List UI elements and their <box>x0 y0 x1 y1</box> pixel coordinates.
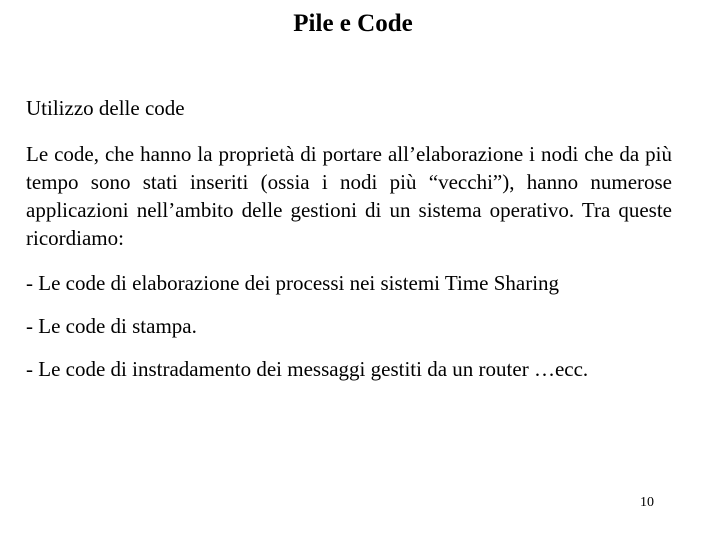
slide-title: Pile e Code <box>293 10 413 37</box>
queue-applications-list <box>26 269 706 398</box>
list-item: - Le code di stampa. <box>26 314 197 338</box>
list-item: - Le code di elaborazione dei processi nei sistemi Time Sharing <box>26 271 560 295</box>
page-number: 10 <box>640 495 654 510</box>
section-subtitle: Utilizzo delle code <box>26 96 185 120</box>
body-paragraph: Le code, che hanno la proprietà di portare all’elaborazione i nodi che da più tempo sono stati inseriti (ossia i nodi più “vecchi”), hanno numerose applicazioni nell’ambito delle gestioni di un sistema operativo. Tra queste ricordiamo: <box>26 142 672 250</box>
list-item: - Le code di instradamento dei messaggi gestiti da un router …ecc. <box>26 357 589 381</box>
